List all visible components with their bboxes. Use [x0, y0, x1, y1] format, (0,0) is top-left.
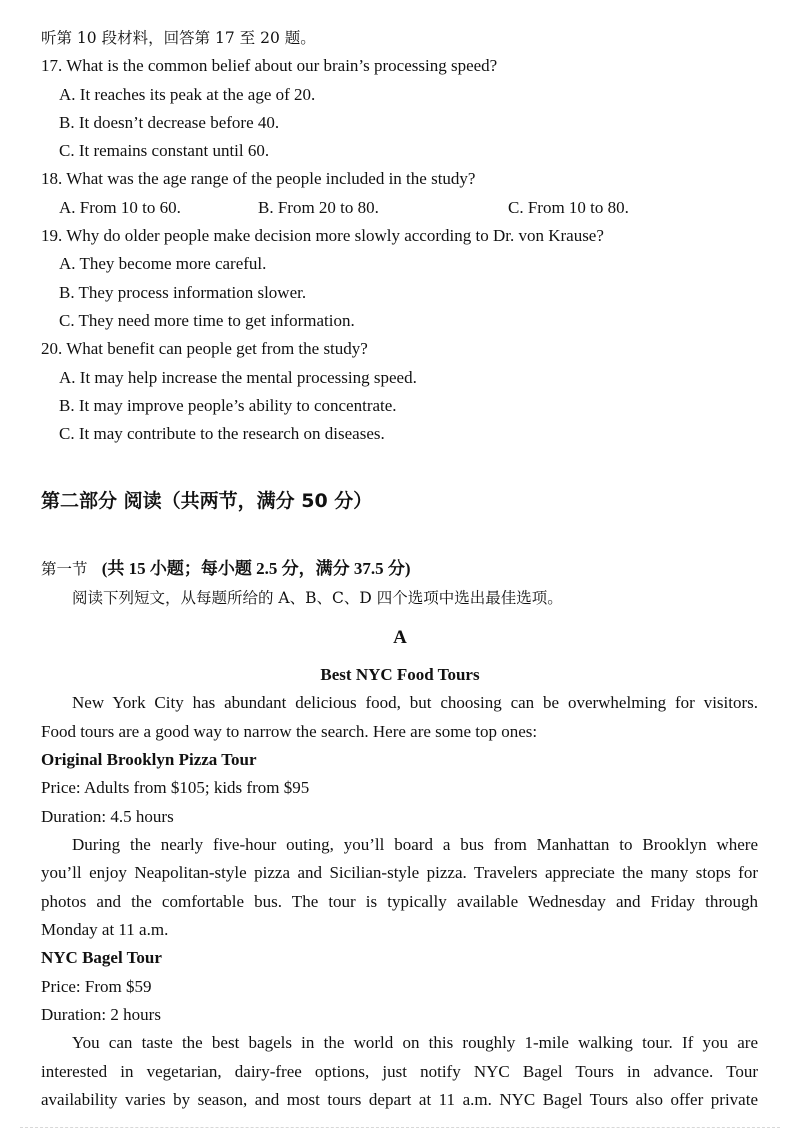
question-19-stem: 19. Why do older people make decision more slowly according to Dr. von Krause?: [41, 226, 604, 245]
listening-instruction: 听第 10 段材料，回答第 17 至 20 题。: [41, 29, 316, 47]
question-17-option-b: B. It doesn’t decrease before 40.: [59, 113, 280, 132]
question-19-option-a: A. They become more careful.: [59, 254, 267, 273]
section-label: 第一节: [41, 560, 88, 578]
tour-1-body-line-3: photos and the comfortable bus. The tour is typically available Wednesday and Friday through: [41, 892, 758, 911]
section-header: [41, 557, 411, 581]
tour-2-price: Price: From $59: [41, 977, 152, 996]
tour-2-body-line-3: availability varies by season, and most tours depart at 11 a.m. NYC Bagel Tours also offer private: [41, 1090, 758, 1109]
question-20-option-c: C. It may contribute to the research on diseases.: [59, 424, 385, 443]
passage-title: Best NYC Food Tours: [320, 665, 480, 684]
tour-1-body-line-1: During the nearly five-hour outing, you’ll board a bus from Manhattan to Brooklyn where: [72, 835, 758, 854]
question-19-option-c: C. They need more time to get information.: [59, 311, 355, 330]
tour-1-name: Original Brooklyn Pizza Tour: [41, 750, 257, 769]
section-detail: (共 15 小题；每小题 2.5 分，满分 37.5 分): [101, 559, 411, 578]
part-title: 第二部分 阅读（共两节，满分 50 分）: [41, 490, 373, 512]
intro-line-1: New York City has abundant delicious food, but choosing can be overwhelming for visitors.: [72, 693, 758, 712]
page-bottom-divider: [20, 1127, 780, 1128]
passage-letter: A: [393, 627, 407, 648]
tour-2-body-line-1: You can taste the best bagels in the world on this roughly 1-mile walking tour. If you are: [72, 1033, 758, 1052]
question-18-option-b: B. From 20 to 80.: [258, 198, 379, 217]
question-20-option-a: A. It may help increase the mental processing speed.: [59, 368, 417, 387]
question-18-option-a: A. From 10 to 60.: [59, 198, 181, 217]
tour-1-duration: Duration: 4.5 hours: [41, 807, 174, 826]
question-17-option-c: C. It remains constant until 60.: [59, 141, 270, 160]
question-20-option-b: B. It may improve people’s ability to concentrate.: [59, 396, 397, 415]
question-17-option-a: A. It reaches its peak at the age of 20.: [59, 85, 316, 104]
tour-2-name: NYC Bagel Tour: [41, 948, 162, 967]
reading-directions: 阅读下列短文，从每题所给的 A、B、C、D 四个选项中选出最佳选项。: [72, 589, 563, 607]
tour-1-body-line-4: Monday at 11 a.m.: [41, 920, 169, 939]
tour-1-body-line-2: you’ll enjoy Neapolitan-style pizza and Sicilian-style pizza. Travelers appreciate the many stops for: [41, 863, 758, 882]
intro-line-2: Food tours are a good way to narrow the search. Here are some top ones:: [41, 722, 538, 741]
question-18-stem: 18. What was the age range of the people included in the study?: [41, 169, 476, 188]
tour-1-price: Price: Adults from $105; kids from $95: [41, 778, 310, 797]
question-17-stem: 17. What is the common belief about our brain’s processing speed?: [41, 56, 498, 75]
tour-2-duration: Duration: 2 hours: [41, 1005, 161, 1024]
question-19-option-b: B. They process information slower.: [59, 283, 307, 302]
question-20-stem: 20. What benefit can people get from the study?: [41, 339, 368, 358]
tour-2-body-line-2: interested in vegetarian, dairy-free options, just notify NYC Bagel Tours in advance. Tour: [41, 1062, 758, 1081]
question-18-option-c: C. From 10 to 80.: [508, 198, 629, 217]
